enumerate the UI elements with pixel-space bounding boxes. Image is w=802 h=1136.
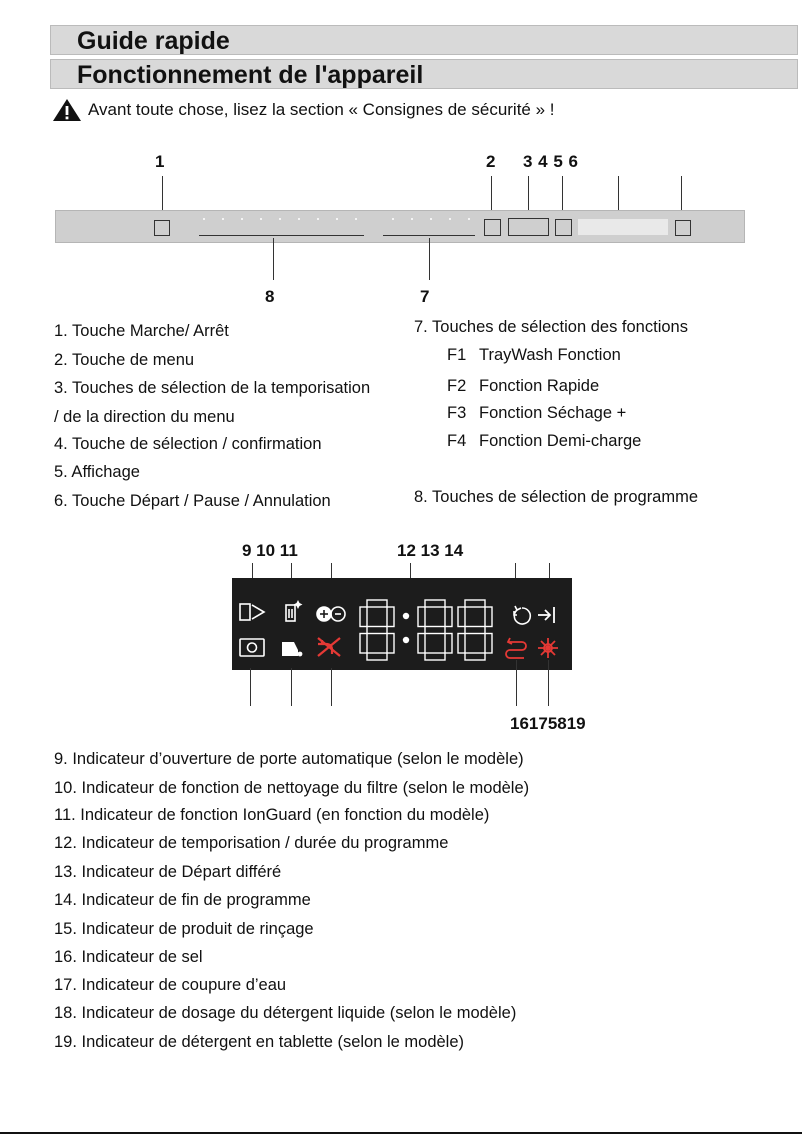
ionguard-icon [317, 607, 345, 621]
leader-8 [273, 238, 274, 280]
panel-item-2: 2. Touche de menu [54, 351, 195, 369]
auto-door-icon [240, 604, 264, 620]
colon-dot-bottom [403, 637, 409, 643]
page-bottom-rule [0, 1132, 802, 1134]
program-keys-item: 8. Touches de sélection de programme [414, 488, 699, 506]
callout-2: 2 [486, 152, 496, 171]
panel-display [578, 219, 668, 235]
digit-3-segment-4 [465, 653, 485, 660]
leader-4 [562, 176, 563, 214]
digit-2-segment-3 [445, 634, 452, 654]
power-key[interactable] [154, 220, 170, 236]
warning-triangle-icon [52, 98, 82, 122]
digit-3-segment-2 [485, 607, 492, 627]
filter-clean-icon [286, 600, 303, 621]
function-f2-code: F2 [447, 377, 467, 395]
digit-2-segment-4 [425, 653, 445, 660]
indicator-item: 10. Indicateur de fonction de nettoyage du filtre (selon le modèle) [54, 779, 530, 797]
indicator-item: 15. Indicateur de produit de rinçage [54, 920, 314, 938]
indicator-display [232, 578, 572, 670]
panel-item-3-cont: / de la direction du menu [54, 408, 235, 426]
leader-18 [291, 668, 292, 706]
digit-2-segment-6 [418, 607, 425, 627]
digit-1-segment-3 [387, 634, 394, 654]
digit-3-segment-1 [465, 600, 485, 607]
leader-3 [528, 176, 529, 214]
function-f3-code: F3 [447, 404, 467, 422]
digit-1-segment-4 [367, 653, 387, 660]
salt-icon [538, 638, 558, 658]
callout-9-11: 9 10 11 [242, 541, 298, 560]
function-keys-bar[interactable] [383, 235, 475, 236]
digit-1-segment-1 [367, 600, 387, 607]
warning-text: Avant toute chose, lisez la section « Consignes de sécurité » ! [88, 100, 555, 119]
digit-1-segment-7 [367, 627, 387, 634]
time-digits [360, 600, 492, 660]
leader-7 [429, 238, 430, 280]
colon-dot-top [403, 613, 409, 619]
function-f4-label: Fonction Demi-charge [479, 432, 642, 450]
section-title: Fonctionnement de l'appareil [50, 59, 798, 89]
panel-item-3: 3. Touches de sélection de la temporisation [54, 379, 371, 397]
digit-2-segment-2 [445, 607, 452, 627]
panel-item-5: 5. Affichage [54, 463, 140, 481]
menu-key[interactable] [484, 219, 501, 236]
timer-direction-keys[interactable] [508, 218, 549, 236]
digit-3-segment-6 [458, 607, 465, 627]
indicator-item: 18. Indicateur de dosage du détergent liquide (selon le modèle) [54, 1004, 517, 1022]
indicator-item: 12. Indicateur de temporisation / durée du programme [54, 834, 449, 852]
leader-16 [548, 660, 549, 706]
callout-3-6: 3 4 5 6 [523, 152, 578, 171]
digit-2-segment-7 [425, 627, 445, 634]
start-pause-key[interactable] [675, 220, 691, 236]
callout-1: 1 [155, 152, 165, 171]
delay-timer-icon [514, 606, 530, 624]
indicator-item: 13. Indicateur de Départ différé [54, 863, 282, 881]
panel-item-4: 4. Touche de sélection / confirmation [54, 435, 322, 453]
function-f3-label: Fonction Séchage + [479, 404, 627, 422]
function-f1-code: F1 [447, 346, 467, 364]
leader-17 [331, 668, 332, 706]
guide-title: Guide rapide [50, 25, 798, 55]
function-f4-code: F4 [447, 432, 467, 450]
callout-7: 7 [420, 287, 430, 306]
indicator-item: 19. Indicateur de détergent en tablette (selon le modèle) [54, 1033, 465, 1051]
callout-12-14: 12 13 14 [397, 541, 464, 560]
leader-15 [516, 660, 517, 706]
indicator-item: 9. Indicateur d’ouverture de porte automatique (selon le modèle) [54, 750, 524, 768]
safety-warning [52, 98, 555, 122]
water-cut-icon [318, 638, 340, 656]
digit-3-segment-3 [485, 634, 492, 654]
function-f1-label: TrayWash Fonction [479, 346, 621, 364]
end-arrow-icon [538, 607, 554, 623]
callout-8: 8 [265, 287, 275, 306]
function-f2-label: Fonction Rapide [479, 377, 600, 395]
function-keys-heading: 7. Touches de sélection des fonctions [414, 318, 688, 336]
digit-2-segment-5 [418, 634, 425, 654]
digit-3-segment-7 [465, 627, 485, 634]
digit-1-segment-2 [387, 607, 394, 627]
digit-1-segment-5 [360, 634, 367, 654]
digit-2-segment-1 [425, 600, 445, 607]
indicator-item: 14. Indicateur de fin de programme [54, 891, 311, 909]
program-keys-bar[interactable] [199, 235, 364, 236]
control-panel [55, 210, 745, 243]
indicator-item: 11. Indicateur de fonction IonGuard (en fonction du modèle) [54, 806, 490, 824]
indicator-item: 16. Indicateur de sel [54, 948, 203, 966]
rinse-aid-icon [506, 638, 526, 658]
callout-15-19: 16175819 [510, 714, 586, 733]
panel-item-1: 1. Touche Marche/ Arrêt [54, 322, 229, 340]
select-confirm-key[interactable] [555, 219, 572, 236]
liquid-detergent-icon [282, 642, 302, 656]
digit-3-segment-5 [458, 634, 465, 654]
tablet-detergent-icon [240, 639, 264, 656]
digit-1-segment-6 [360, 607, 367, 627]
panel-item-6: 6. Touche Départ / Pause / Annulation [54, 492, 331, 510]
indicator-item: 17. Indicateur de coupure d’eau [54, 976, 287, 994]
leader-19 [250, 668, 251, 706]
